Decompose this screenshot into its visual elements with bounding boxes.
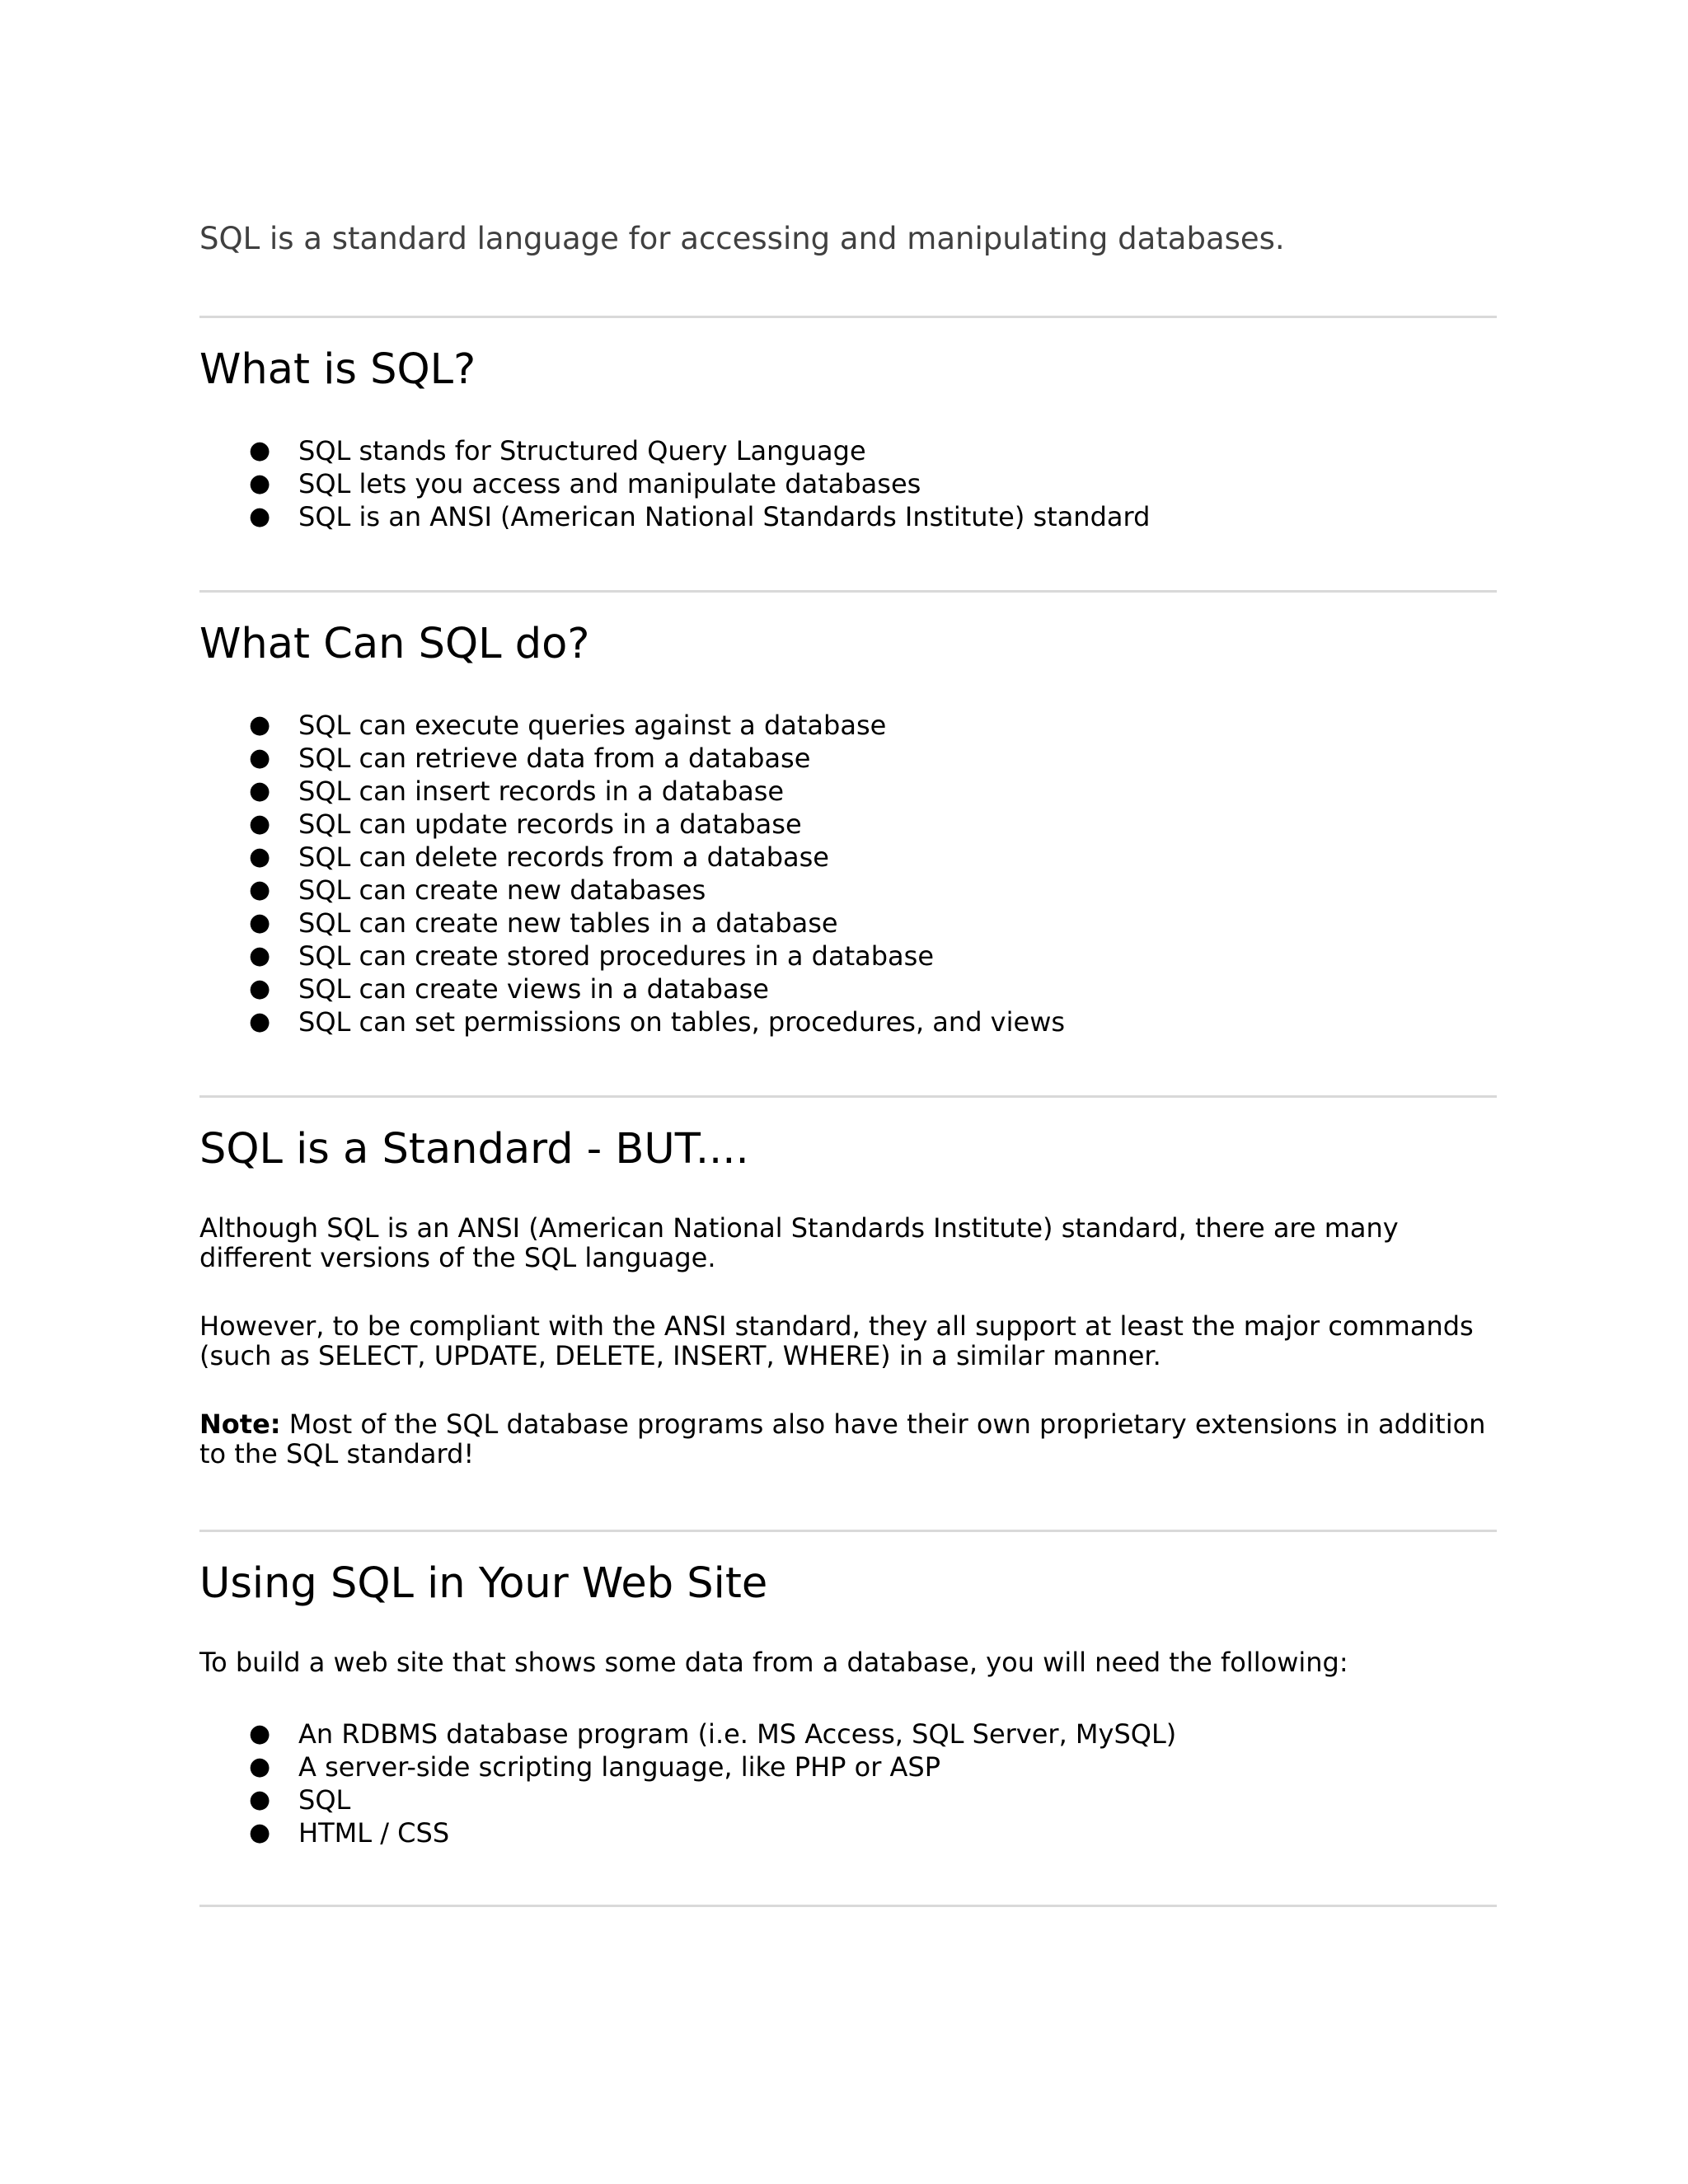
list-item xyxy=(199,841,1065,874)
list-item xyxy=(199,775,1065,808)
bullet-icon: ● xyxy=(249,436,271,465)
paragraph-web-site: To build a web site that shows some data from a database, you will need the following: xyxy=(199,1647,1348,1678)
list-item xyxy=(199,434,1150,467)
list-item xyxy=(199,972,1065,1005)
list-item-text: SQL can execute queries against a database xyxy=(298,710,887,741)
list-item xyxy=(199,808,1065,841)
list-item xyxy=(199,1718,1176,1750)
bullet-icon: ● xyxy=(249,1785,271,1814)
list-item-text: SQL can update records in a database xyxy=(298,808,802,840)
list-item-text: SQL is an ANSI (American National Standards Institute) standard xyxy=(298,501,1151,532)
list-item-text: SQL can create stored procedures in a database xyxy=(298,940,935,972)
list-item-text: A server-side scripting language, like PHP or ASP xyxy=(298,1751,941,1783)
bullet-icon: ● xyxy=(249,710,271,739)
list-item-text: SQL can create views in a database xyxy=(298,973,769,1005)
list-item-text: SQL can insert records in a database xyxy=(298,776,785,807)
intro-text: SQL is a standard language for accessing and manipulating databases. xyxy=(199,221,1285,256)
list-item-text: SQL can retrieve data from a database xyxy=(298,743,811,774)
heading-sql-standard: SQL is a Standard - BUT.... xyxy=(199,1125,749,1174)
bullet-icon: ● xyxy=(249,908,271,937)
bullet-icon: ● xyxy=(249,875,271,904)
divider-5 xyxy=(199,1905,1497,1907)
heading-using-sql-web-site: Using SQL in Your Web Site xyxy=(199,1559,768,1608)
bullet-icon: ● xyxy=(249,1719,271,1748)
bullet-icon: ● xyxy=(249,842,271,871)
list-item xyxy=(199,709,1065,742)
list-item xyxy=(199,1750,1176,1783)
list-item xyxy=(199,940,1065,972)
list-item-text: SQL lets you access and manipulate databases xyxy=(298,468,921,499)
heading-what-can-sql-do: What Can SQL do? xyxy=(199,620,590,668)
list-item xyxy=(199,500,1150,533)
bullet-icon: ● xyxy=(249,1007,271,1036)
list-what-can-sql-do xyxy=(199,709,1065,1038)
bullet-icon: ● xyxy=(249,743,271,772)
list-what-is-sql xyxy=(199,434,1150,533)
heading-what-is-sql: What is SQL? xyxy=(199,345,476,394)
note-text: Most of the SQL database programs also have their own proprietary extensions in addition to the SQL standard! xyxy=(199,1408,1486,1469)
list-item xyxy=(199,742,1065,775)
list-item xyxy=(199,1005,1065,1038)
list-item-text: SQL xyxy=(298,1784,351,1816)
list-item-text: SQL can create new databases xyxy=(298,874,706,906)
bullet-icon: ● xyxy=(249,469,271,498)
list-item xyxy=(199,1783,1176,1816)
bullet-icon: ● xyxy=(249,809,271,838)
list-item xyxy=(199,1816,1176,1849)
note-label: Note: xyxy=(199,1408,281,1440)
paragraph-note xyxy=(199,1409,1497,1469)
bullet-icon: ● xyxy=(249,1752,271,1781)
list-item-text: SQL can create new tables in a database xyxy=(298,907,838,939)
divider-4 xyxy=(199,1530,1497,1532)
bullet-icon: ● xyxy=(249,502,271,531)
list-web-site-needs xyxy=(199,1718,1176,1849)
list-item xyxy=(199,874,1065,907)
bullet-icon: ● xyxy=(249,776,271,805)
paragraph-compliance: However, to be compliant with the ANSI standard, they all support at least the major commands (such as SELECT, UPDATE, DELETE, INSERT, WHERE) in a similar manner. xyxy=(199,1310,1474,1371)
bullet-icon: ● xyxy=(249,974,271,1003)
bullet-icon: ● xyxy=(249,1818,271,1847)
divider-3 xyxy=(199,1095,1497,1098)
list-item-text: HTML / CSS xyxy=(298,1817,450,1849)
list-item xyxy=(199,467,1150,500)
list-item xyxy=(199,907,1065,940)
paragraph-versions: Although SQL is an ANSI (American National Standards Institute) standard, there are many different versions of the SQL language. xyxy=(199,1212,1399,1273)
list-item-text: SQL can delete records from a database xyxy=(298,841,829,873)
list-item-text: SQL can set permissions on tables, procedures, and views xyxy=(298,1006,1066,1038)
bullet-icon: ● xyxy=(249,941,271,970)
divider-2 xyxy=(199,590,1497,593)
list-item-text: An RDBMS database program (i.e. MS Access, SQL Server, MySQL) xyxy=(298,1718,1177,1750)
list-item-text: SQL stands for Structured Query Language xyxy=(298,435,866,466)
divider-1 xyxy=(199,316,1497,318)
